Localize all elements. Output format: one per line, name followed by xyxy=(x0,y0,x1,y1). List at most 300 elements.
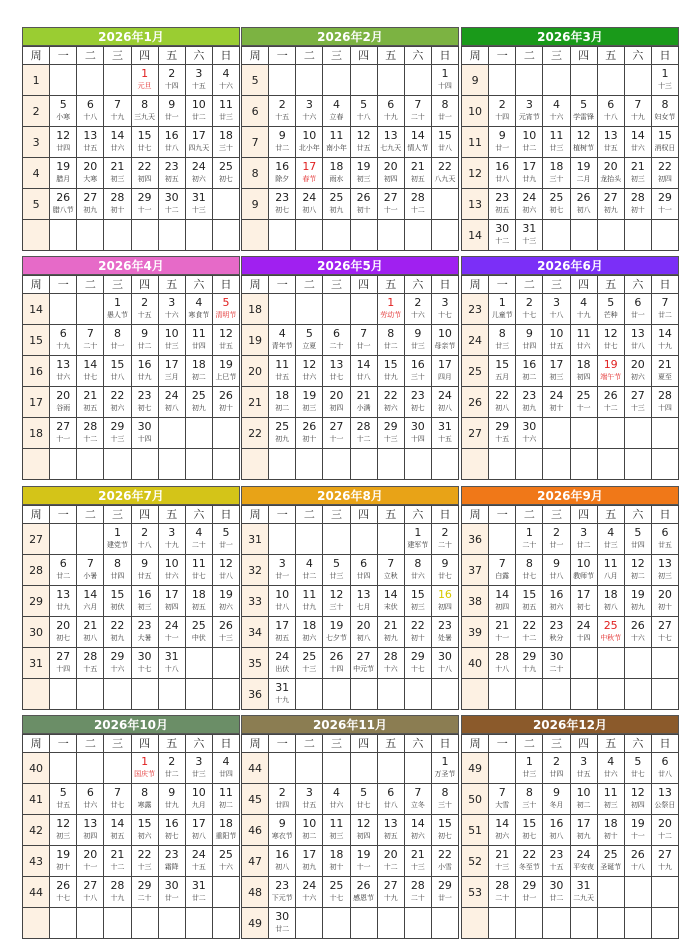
day-cell[interactable] xyxy=(50,189,77,220)
day-cell[interactable] xyxy=(77,648,104,679)
day-cell[interactable] xyxy=(269,846,296,877)
day-cell[interactable] xyxy=(77,617,104,648)
day-cell[interactable] xyxy=(158,325,185,356)
day-cell[interactable] xyxy=(212,524,239,555)
day-cell[interactable] xyxy=(296,356,323,387)
day-cell[interactable] xyxy=(431,524,458,555)
day-cell[interactable] xyxy=(489,418,516,449)
day-cell[interactable] xyxy=(624,753,651,784)
day-cell[interactable] xyxy=(50,877,77,908)
day-cell[interactable] xyxy=(377,189,404,220)
day-cell[interactable] xyxy=(77,586,104,617)
day-cell[interactable] xyxy=(104,325,131,356)
day-cell[interactable] xyxy=(516,846,543,877)
day-cell[interactable] xyxy=(597,846,624,877)
day-cell[interactable] xyxy=(296,127,323,158)
day-cell[interactable] xyxy=(212,555,239,586)
day-cell[interactable] xyxy=(323,586,350,617)
day-cell[interactable] xyxy=(651,127,678,158)
day-cell[interactable] xyxy=(516,356,543,387)
day-cell[interactable] xyxy=(104,877,131,908)
day-cell[interactable] xyxy=(50,127,77,158)
day-cell[interactable] xyxy=(131,586,158,617)
day-cell[interactable] xyxy=(50,356,77,387)
day-cell[interactable] xyxy=(543,617,570,648)
day-cell[interactable] xyxy=(377,325,404,356)
day-cell[interactable] xyxy=(104,356,131,387)
day-cell[interactable] xyxy=(624,127,651,158)
day-cell[interactable] xyxy=(431,325,458,356)
day-cell[interactable] xyxy=(543,96,570,127)
day-cell[interactable] xyxy=(185,617,212,648)
day-cell[interactable] xyxy=(570,877,597,908)
day-cell[interactable] xyxy=(377,846,404,877)
day-cell[interactable] xyxy=(570,294,597,325)
day-cell[interactable] xyxy=(516,524,543,555)
day-cell[interactable] xyxy=(104,586,131,617)
day-cell[interactable] xyxy=(269,784,296,815)
day-cell[interactable] xyxy=(269,418,296,449)
day-cell[interactable] xyxy=(651,753,678,784)
day-cell[interactable] xyxy=(185,356,212,387)
day-cell[interactable] xyxy=(323,158,350,189)
day-cell[interactable] xyxy=(597,189,624,220)
day-cell[interactable] xyxy=(323,555,350,586)
day-cell[interactable] xyxy=(158,189,185,220)
day-cell[interactable] xyxy=(377,387,404,418)
day-cell[interactable] xyxy=(350,586,377,617)
day-cell[interactable] xyxy=(431,65,458,96)
day-cell[interactable] xyxy=(77,418,104,449)
day-cell[interactable] xyxy=(431,387,458,418)
day-cell[interactable] xyxy=(77,127,104,158)
day-cell[interactable] xyxy=(212,753,239,784)
day-cell[interactable] xyxy=(296,648,323,679)
day-cell[interactable] xyxy=(543,648,570,679)
day-cell[interactable] xyxy=(77,387,104,418)
day-cell[interactable] xyxy=(597,96,624,127)
day-cell[interactable] xyxy=(350,815,377,846)
day-cell[interactable] xyxy=(185,127,212,158)
day-cell[interactable] xyxy=(50,617,77,648)
day-cell[interactable] xyxy=(323,127,350,158)
day-cell[interactable] xyxy=(212,356,239,387)
day-cell[interactable] xyxy=(269,877,296,908)
day-cell[interactable] xyxy=(624,325,651,356)
day-cell[interactable] xyxy=(570,127,597,158)
day-cell[interactable] xyxy=(377,356,404,387)
day-cell[interactable] xyxy=(131,356,158,387)
day-cell[interactable] xyxy=(131,815,158,846)
day-cell[interactable] xyxy=(269,648,296,679)
day-cell[interactable] xyxy=(597,617,624,648)
day-cell[interactable] xyxy=(158,555,185,586)
day-cell[interactable] xyxy=(404,877,431,908)
day-cell[interactable] xyxy=(77,356,104,387)
day-cell[interactable] xyxy=(269,356,296,387)
day-cell[interactable] xyxy=(597,586,624,617)
day-cell[interactable] xyxy=(543,586,570,617)
day-cell[interactable] xyxy=(431,648,458,679)
day-cell[interactable] xyxy=(404,158,431,189)
day-cell[interactable] xyxy=(77,189,104,220)
day-cell[interactable] xyxy=(212,784,239,815)
day-cell[interactable] xyxy=(131,524,158,555)
day-cell[interactable] xyxy=(377,586,404,617)
day-cell[interactable] xyxy=(212,387,239,418)
day-cell[interactable] xyxy=(296,815,323,846)
day-cell[interactable] xyxy=(570,387,597,418)
day-cell[interactable] xyxy=(50,784,77,815)
day-cell[interactable] xyxy=(104,127,131,158)
day-cell[interactable] xyxy=(404,127,431,158)
day-cell[interactable] xyxy=(323,356,350,387)
day-cell[interactable] xyxy=(104,524,131,555)
day-cell[interactable] xyxy=(50,158,77,189)
day-cell[interactable] xyxy=(489,294,516,325)
day-cell[interactable] xyxy=(296,555,323,586)
day-cell[interactable] xyxy=(158,356,185,387)
day-cell[interactable] xyxy=(489,815,516,846)
day-cell[interactable] xyxy=(269,158,296,189)
day-cell[interactable] xyxy=(489,617,516,648)
day-cell[interactable] xyxy=(570,325,597,356)
day-cell[interactable] xyxy=(624,356,651,387)
day-cell[interactable] xyxy=(350,617,377,648)
day-cell[interactable] xyxy=(597,555,624,586)
day-cell[interactable] xyxy=(185,846,212,877)
day-cell[interactable] xyxy=(431,356,458,387)
day-cell[interactable] xyxy=(350,158,377,189)
day-cell[interactable] xyxy=(104,784,131,815)
day-cell[interactable] xyxy=(158,387,185,418)
day-cell[interactable] xyxy=(269,96,296,127)
day-cell[interactable] xyxy=(323,387,350,418)
day-cell[interactable] xyxy=(489,586,516,617)
day-cell[interactable] xyxy=(212,65,239,96)
day-cell[interactable] xyxy=(651,65,678,96)
day-cell[interactable] xyxy=(597,815,624,846)
day-cell[interactable] xyxy=(350,648,377,679)
day-cell[interactable] xyxy=(431,586,458,617)
day-cell[interactable] xyxy=(404,387,431,418)
day-cell[interactable] xyxy=(104,96,131,127)
day-cell[interactable] xyxy=(570,524,597,555)
day-cell[interactable] xyxy=(431,555,458,586)
day-cell[interactable] xyxy=(404,325,431,356)
day-cell[interactable] xyxy=(323,784,350,815)
day-cell[interactable] xyxy=(269,555,296,586)
day-cell[interactable] xyxy=(543,127,570,158)
day-cell[interactable] xyxy=(431,418,458,449)
day-cell[interactable] xyxy=(212,846,239,877)
day-cell[interactable] xyxy=(350,325,377,356)
day-cell[interactable] xyxy=(296,96,323,127)
day-cell[interactable] xyxy=(350,418,377,449)
day-cell[interactable] xyxy=(131,418,158,449)
day-cell[interactable] xyxy=(404,96,431,127)
day-cell[interactable] xyxy=(131,294,158,325)
day-cell[interactable] xyxy=(323,846,350,877)
day-cell[interactable] xyxy=(489,555,516,586)
day-cell[interactable] xyxy=(131,617,158,648)
day-cell[interactable] xyxy=(624,555,651,586)
day-cell[interactable] xyxy=(350,555,377,586)
day-cell[interactable] xyxy=(269,586,296,617)
day-cell[interactable] xyxy=(323,325,350,356)
day-cell[interactable] xyxy=(377,784,404,815)
day-cell[interactable] xyxy=(377,96,404,127)
day-cell[interactable] xyxy=(651,617,678,648)
day-cell[interactable] xyxy=(350,877,377,908)
day-cell[interactable] xyxy=(296,189,323,220)
day-cell[interactable] xyxy=(431,127,458,158)
day-cell[interactable] xyxy=(212,325,239,356)
day-cell[interactable] xyxy=(377,418,404,449)
day-cell[interactable] xyxy=(296,877,323,908)
day-cell[interactable] xyxy=(77,815,104,846)
day-cell[interactable] xyxy=(570,784,597,815)
day-cell[interactable] xyxy=(185,586,212,617)
day-cell[interactable] xyxy=(50,418,77,449)
day-cell[interactable] xyxy=(516,753,543,784)
day-cell[interactable] xyxy=(570,555,597,586)
day-cell[interactable] xyxy=(350,189,377,220)
day-cell[interactable] xyxy=(489,325,516,356)
day-cell[interactable] xyxy=(404,617,431,648)
day-cell[interactable] xyxy=(185,189,212,220)
day-cell[interactable] xyxy=(185,65,212,96)
day-cell[interactable] xyxy=(597,784,624,815)
day-cell[interactable] xyxy=(377,294,404,325)
day-cell[interactable] xyxy=(212,815,239,846)
day-cell[interactable] xyxy=(543,189,570,220)
day-cell[interactable] xyxy=(296,418,323,449)
day-cell[interactable] xyxy=(431,96,458,127)
day-cell[interactable] xyxy=(131,753,158,784)
day-cell[interactable] xyxy=(624,815,651,846)
day-cell[interactable] xyxy=(651,846,678,877)
day-cell[interactable] xyxy=(543,356,570,387)
day-cell[interactable] xyxy=(404,555,431,586)
day-cell[interactable] xyxy=(624,294,651,325)
day-cell[interactable] xyxy=(377,648,404,679)
day-cell[interactable] xyxy=(516,617,543,648)
day-cell[interactable] xyxy=(104,815,131,846)
day-cell[interactable] xyxy=(377,815,404,846)
day-cell[interactable] xyxy=(50,387,77,418)
day-cell[interactable] xyxy=(516,189,543,220)
day-cell[interactable] xyxy=(212,294,239,325)
day-cell[interactable] xyxy=(104,846,131,877)
day-cell[interactable] xyxy=(651,189,678,220)
day-cell[interactable] xyxy=(651,586,678,617)
day-cell[interactable] xyxy=(651,96,678,127)
day-cell[interactable] xyxy=(269,189,296,220)
day-cell[interactable] xyxy=(597,325,624,356)
day-cell[interactable] xyxy=(296,784,323,815)
day-cell[interactable] xyxy=(597,387,624,418)
day-cell[interactable] xyxy=(651,356,678,387)
day-cell[interactable] xyxy=(543,753,570,784)
day-cell[interactable] xyxy=(624,846,651,877)
day-cell[interactable] xyxy=(296,617,323,648)
day-cell[interactable] xyxy=(570,356,597,387)
day-cell[interactable] xyxy=(185,524,212,555)
day-cell[interactable] xyxy=(131,158,158,189)
day-cell[interactable] xyxy=(212,586,239,617)
day-cell[interactable] xyxy=(570,846,597,877)
day-cell[interactable] xyxy=(431,877,458,908)
day-cell[interactable] xyxy=(104,648,131,679)
day-cell[interactable] xyxy=(543,524,570,555)
day-cell[interactable] xyxy=(350,356,377,387)
day-cell[interactable] xyxy=(185,815,212,846)
day-cell[interactable] xyxy=(516,648,543,679)
day-cell[interactable] xyxy=(131,65,158,96)
day-cell[interactable] xyxy=(543,784,570,815)
day-cell[interactable] xyxy=(570,586,597,617)
day-cell[interactable] xyxy=(158,784,185,815)
day-cell[interactable] xyxy=(296,846,323,877)
day-cell[interactable] xyxy=(489,189,516,220)
day-cell[interactable] xyxy=(489,356,516,387)
day-cell[interactable] xyxy=(543,846,570,877)
day-cell[interactable] xyxy=(104,189,131,220)
day-cell[interactable] xyxy=(50,325,77,356)
day-cell[interactable] xyxy=(185,325,212,356)
day-cell[interactable] xyxy=(323,877,350,908)
day-cell[interactable] xyxy=(624,586,651,617)
day-cell[interactable] xyxy=(570,753,597,784)
day-cell[interactable] xyxy=(158,877,185,908)
day-cell[interactable] xyxy=(77,555,104,586)
day-cell[interactable] xyxy=(543,555,570,586)
day-cell[interactable] xyxy=(543,815,570,846)
day-cell[interactable] xyxy=(624,189,651,220)
day-cell[interactable] xyxy=(651,158,678,189)
day-cell[interactable] xyxy=(50,815,77,846)
day-cell[interactable] xyxy=(431,158,458,189)
day-cell[interactable] xyxy=(543,387,570,418)
day-cell[interactable] xyxy=(104,158,131,189)
day-cell[interactable] xyxy=(489,784,516,815)
day-cell[interactable] xyxy=(296,387,323,418)
day-cell[interactable] xyxy=(651,784,678,815)
day-cell[interactable] xyxy=(489,387,516,418)
day-cell[interactable] xyxy=(323,96,350,127)
day-cell[interactable] xyxy=(131,325,158,356)
day-cell[interactable] xyxy=(651,294,678,325)
day-cell[interactable] xyxy=(543,158,570,189)
day-cell[interactable] xyxy=(404,815,431,846)
day-cell[interactable] xyxy=(489,158,516,189)
day-cell[interactable] xyxy=(158,96,185,127)
day-cell[interactable] xyxy=(77,325,104,356)
day-cell[interactable] xyxy=(489,648,516,679)
day-cell[interactable] xyxy=(158,753,185,784)
day-cell[interactable] xyxy=(543,294,570,325)
day-cell[interactable] xyxy=(404,189,431,220)
day-cell[interactable] xyxy=(50,96,77,127)
day-cell[interactable] xyxy=(212,96,239,127)
day-cell[interactable] xyxy=(516,877,543,908)
day-cell[interactable] xyxy=(377,158,404,189)
day-cell[interactable] xyxy=(516,784,543,815)
day-cell[interactable] xyxy=(651,387,678,418)
day-cell[interactable] xyxy=(131,846,158,877)
day-cell[interactable] xyxy=(104,617,131,648)
day-cell[interactable] xyxy=(350,784,377,815)
day-cell[interactable] xyxy=(269,617,296,648)
day-cell[interactable] xyxy=(77,846,104,877)
day-cell[interactable] xyxy=(516,815,543,846)
day-cell[interactable] xyxy=(377,555,404,586)
day-cell[interactable] xyxy=(570,96,597,127)
day-cell[interactable] xyxy=(185,387,212,418)
day-cell[interactable] xyxy=(131,189,158,220)
day-cell[interactable] xyxy=(50,555,77,586)
day-cell[interactable] xyxy=(158,524,185,555)
day-cell[interactable] xyxy=(350,846,377,877)
day-cell[interactable] xyxy=(296,586,323,617)
day-cell[interactable] xyxy=(269,127,296,158)
day-cell[interactable] xyxy=(323,617,350,648)
day-cell[interactable] xyxy=(404,846,431,877)
day-cell[interactable] xyxy=(158,648,185,679)
day-cell[interactable] xyxy=(516,387,543,418)
day-cell[interactable] xyxy=(543,877,570,908)
day-cell[interactable] xyxy=(404,294,431,325)
day-cell[interactable] xyxy=(158,617,185,648)
day-cell[interactable] xyxy=(269,387,296,418)
day-cell[interactable] xyxy=(185,753,212,784)
day-cell[interactable] xyxy=(158,127,185,158)
day-cell[interactable] xyxy=(131,648,158,679)
day-cell[interactable] xyxy=(104,387,131,418)
day-cell[interactable] xyxy=(624,524,651,555)
day-cell[interactable] xyxy=(597,753,624,784)
day-cell[interactable] xyxy=(104,555,131,586)
day-cell[interactable] xyxy=(77,96,104,127)
day-cell[interactable] xyxy=(597,158,624,189)
day-cell[interactable] xyxy=(269,908,296,939)
day-cell[interactable] xyxy=(104,418,131,449)
day-cell[interactable] xyxy=(131,127,158,158)
day-cell[interactable] xyxy=(404,356,431,387)
day-cell[interactable] xyxy=(516,220,543,251)
day-cell[interactable] xyxy=(431,617,458,648)
day-cell[interactable] xyxy=(185,877,212,908)
day-cell[interactable] xyxy=(651,325,678,356)
day-cell[interactable] xyxy=(431,846,458,877)
day-cell[interactable] xyxy=(624,158,651,189)
day-cell[interactable] xyxy=(516,96,543,127)
day-cell[interactable] xyxy=(570,158,597,189)
day-cell[interactable] xyxy=(597,524,624,555)
day-cell[interactable] xyxy=(323,648,350,679)
day-cell[interactable] xyxy=(131,96,158,127)
day-cell[interactable] xyxy=(185,555,212,586)
day-cell[interactable] xyxy=(158,65,185,96)
day-cell[interactable] xyxy=(516,418,543,449)
day-cell[interactable] xyxy=(597,356,624,387)
day-cell[interactable] xyxy=(350,387,377,418)
day-cell[interactable] xyxy=(296,158,323,189)
day-cell[interactable] xyxy=(597,294,624,325)
day-cell[interactable] xyxy=(516,325,543,356)
day-cell[interactable] xyxy=(131,877,158,908)
